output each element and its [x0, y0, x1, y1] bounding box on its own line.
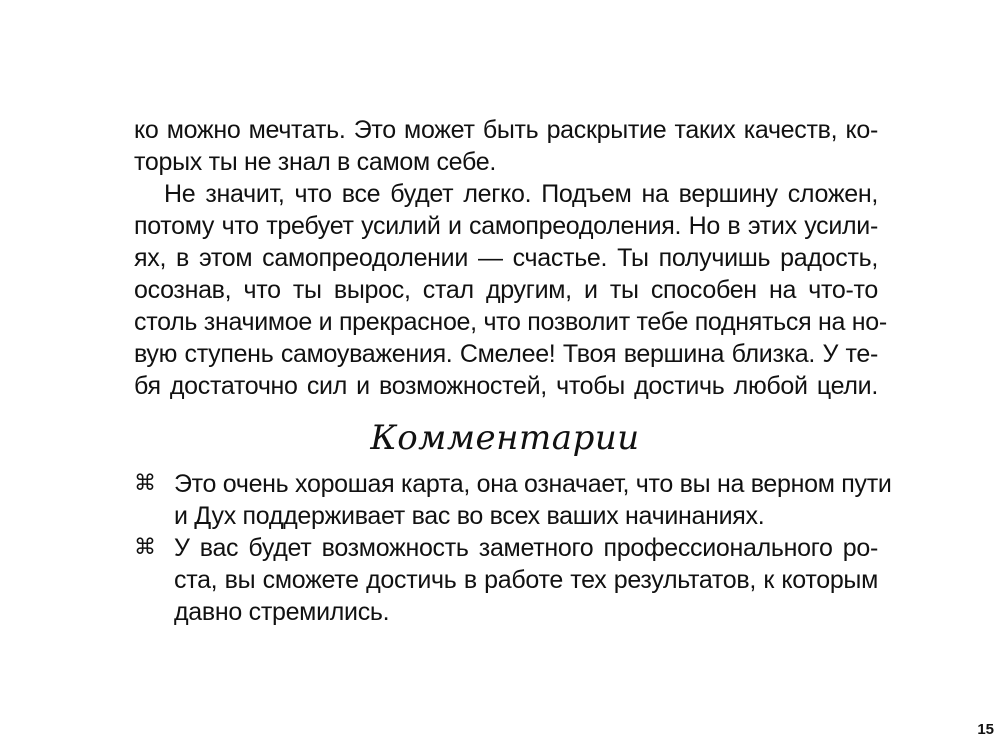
comment-item — [134, 532, 878, 628]
section-title: Комментарии — [370, 418, 640, 458]
comments-list — [134, 468, 892, 628]
paragraph-1 — [134, 114, 878, 178]
text-line: потому что требует усилий и самопреодоления. Но в этих усили- — [134, 212, 878, 240]
command-key-icon: ⌘ — [134, 471, 156, 496]
text-line: ста, вы сможете достичь в работе тех результатов, к которым — [174, 566, 878, 594]
text-line: и Дух поддерживает вас во всех ваших начинаниях. — [174, 502, 765, 530]
text-line: вую ступень самоуважения. Смелее! Твоя вершина близка. У те- — [134, 340, 878, 368]
text-line: осознав, что ты вырос, стал другим, и ты способен на что-то — [134, 276, 878, 304]
text-line: Это очень хорошая карта, она означает, что вы на верном пути — [174, 470, 892, 498]
body-text — [134, 114, 887, 402]
page-number: 15 — [977, 721, 994, 738]
command-key-icon: ⌘ — [134, 535, 156, 560]
text-line: Не значит, что все будет легко. Подъем на вершину сложен, — [164, 180, 878, 208]
paragraph-2 — [134, 178, 887, 402]
text-line: У вас будет возможность заметного профессионального ро- — [174, 534, 878, 562]
comment-item — [134, 468, 892, 532]
text-line: торых ты не знал в самом себе. — [134, 148, 496, 176]
text-line: давно стремились. — [174, 598, 390, 626]
text-line: ко можно мечтать. Это может быть раскрытие таких качеств, ко- — [134, 116, 878, 144]
text-line: столь значимое и прекрасное, что позволит тебе подняться на но- — [134, 308, 887, 336]
text-line: ях, в этом самопреодолении — счастье. Ты получишь радость, — [134, 244, 878, 272]
text-line: бя достаточно сил и возможностей, чтобы достичь любой цели. — [134, 372, 878, 400]
